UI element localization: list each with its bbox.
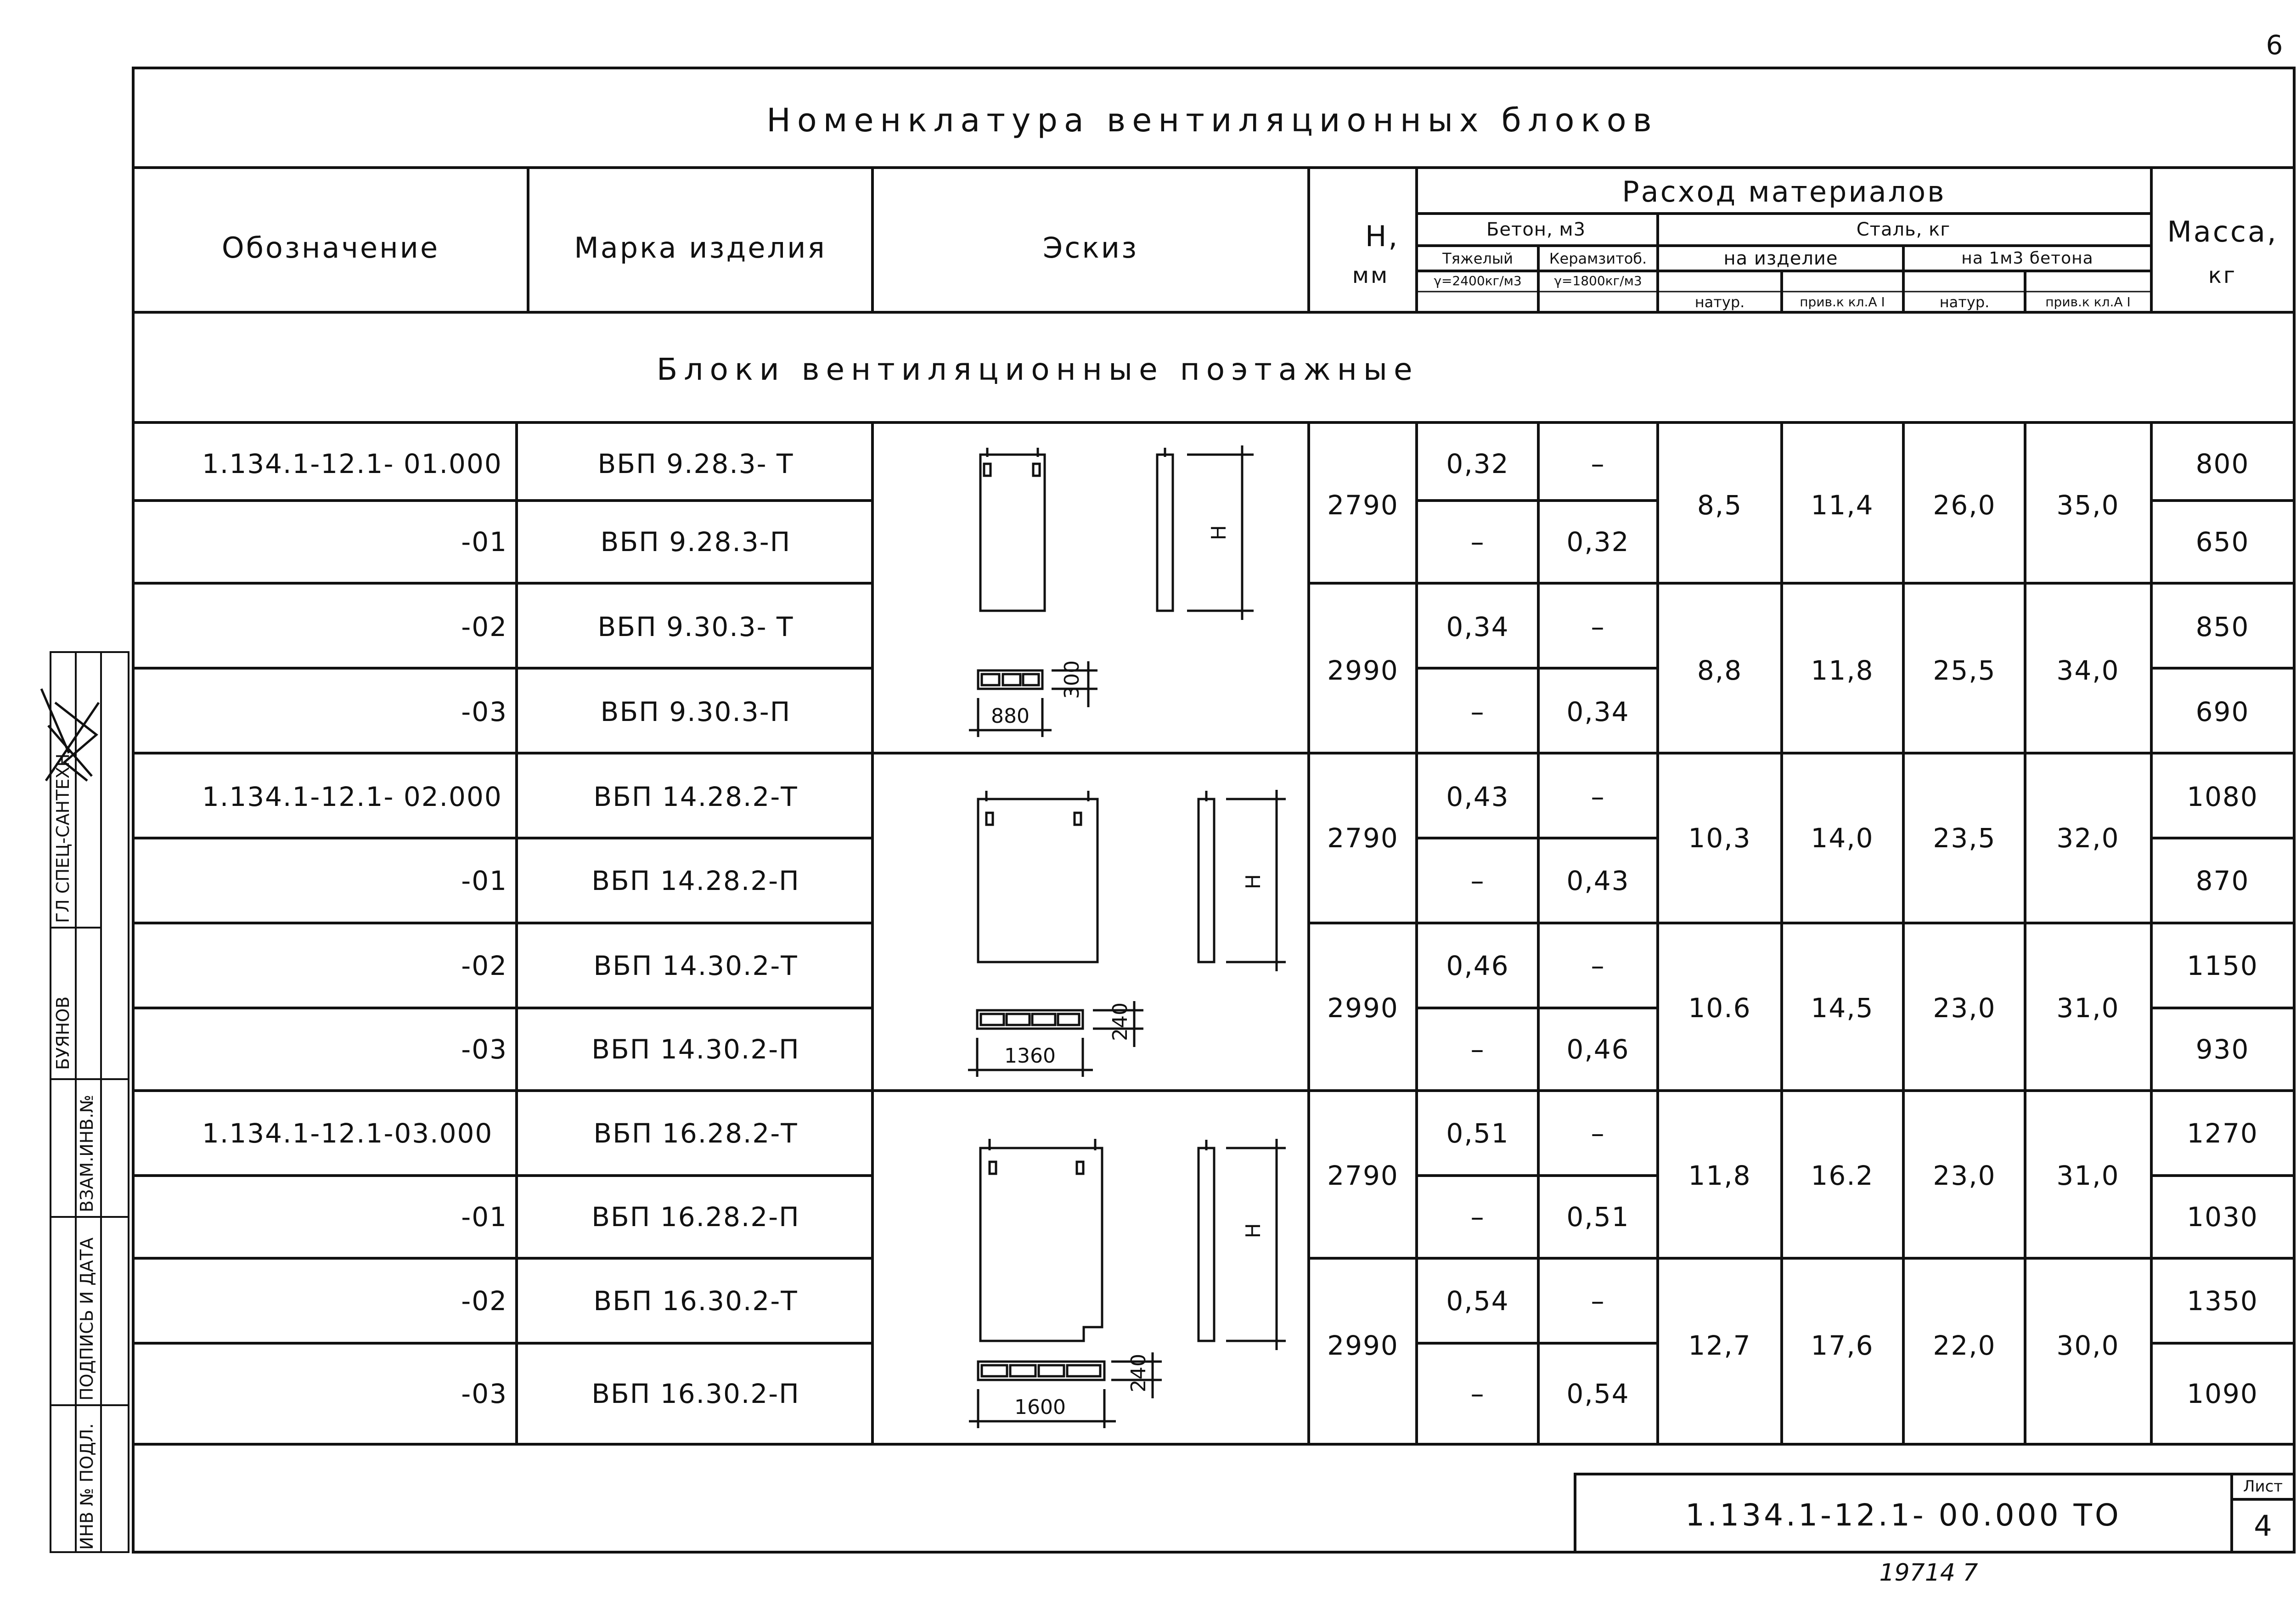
row-mass: 800 [2195, 448, 2250, 479]
header-h-unit: мм [1352, 263, 1390, 288]
row-claydite-concrete: – [1591, 611, 1605, 642]
pair-steel-natural: 8,5 [1697, 490, 1743, 521]
row-claydite-concrete: – [1591, 1285, 1605, 1317]
row-mark: ВБП 9.30.3- Т [597, 611, 794, 642]
header-consumption: Расход материалов [1622, 175, 1946, 208]
header-steel: Сталь, кг [1856, 219, 1951, 240]
pair-steel-natural: 10.6 [1688, 992, 1751, 1024]
pair-height: 2990 [1327, 992, 1399, 1024]
header-designation: Обозначение [221, 231, 440, 265]
row-claydite-concrete: 0,46 [1566, 1034, 1630, 1065]
pair-steel-reduced: 14,5 [1811, 992, 1874, 1024]
row-mark: ВБП 9.28.3-П [600, 526, 791, 557]
pair-m3-reduced: 31,0 [2056, 992, 2120, 1024]
sketch-3-width: 1600 [1014, 1396, 1066, 1419]
row-heavy-concrete: – [1470, 1378, 1485, 1409]
row-mark: ВБП 16.28.2-Т [593, 1118, 798, 1149]
doc-code: 1.134.1-12.1- 00.000 ТО [1685, 1497, 2122, 1533]
sketch-1-width: 880 [991, 704, 1030, 728]
row-designation: -03 [461, 696, 507, 727]
row-mass: 1150 [2187, 950, 2258, 981]
footer-note: 19714 7 [1879, 1559, 1978, 1587]
row-designation: -01 [461, 526, 507, 557]
header-reduced-2: прив.к кл.А I [2045, 294, 2131, 310]
row-mark: ВБП 14.30.2-Т [593, 950, 798, 981]
row-claydite-concrete: – [1591, 1118, 1605, 1149]
row-mass: 1270 [2187, 1118, 2258, 1149]
pair-height: 2790 [1327, 822, 1399, 854]
row-designation: 1.134.1-12.1- 01.000 [202, 448, 502, 479]
pair-steel-reduced: 17,6 [1811, 1330, 1874, 1361]
row-heavy-concrete: 0,46 [1446, 950, 1509, 981]
table-title: Номенклатура вентиляционных блоков [766, 101, 1658, 139]
pair-m3-natural: 23,5 [1933, 822, 1996, 854]
pair-m3-reduced: 35,0 [2056, 490, 2120, 521]
row-mass: 1030 [2187, 1201, 2258, 1233]
pair-m3-reduced: 32,0 [2056, 822, 2120, 854]
row-claydite-concrete: – [1591, 448, 1605, 479]
row-mark: ВБП 16.28.2-П [591, 1201, 800, 1233]
pair-steel-natural: 8,8 [1697, 655, 1743, 686]
section-title: Блоки вентиляционные поэтажные [657, 352, 1419, 387]
row-heavy-concrete: 0,32 [1446, 448, 1509, 479]
row-mark: ВБП 9.28.3- Т [597, 448, 794, 479]
sketch-1-thickness: 300 [1060, 660, 1084, 699]
pair-height: 2790 [1327, 490, 1399, 521]
pair-height: 2990 [1327, 1330, 1399, 1361]
header-natural-2: натур. [1939, 293, 1990, 311]
row-claydite-concrete: 0,54 [1566, 1378, 1630, 1409]
row-mark: ВБП 9.30.3-П [600, 696, 791, 727]
pair-height: 2990 [1327, 655, 1399, 686]
header-natural: натур. [1694, 293, 1745, 311]
row-heavy-concrete: – [1470, 696, 1485, 727]
row-claydite-concrete: 0,43 [1566, 865, 1630, 896]
row-designation: -03 [461, 1034, 507, 1065]
row-mass: 870 [2195, 865, 2250, 896]
pair-steel-reduced: 11,4 [1811, 490, 1874, 521]
sketch-2-width: 1360 [1004, 1044, 1056, 1068]
header-reduced: прив.к кл.А I [1800, 294, 1885, 310]
pair-m3-natural: 23,0 [1933, 992, 1996, 1024]
row-claydite-concrete: 0,34 [1566, 696, 1630, 727]
header-per-m3: на 1м3 бетона [1961, 249, 2093, 268]
pair-steel-natural: 10,3 [1688, 822, 1751, 854]
header-concrete: Бетон, м3 [1486, 219, 1586, 240]
pair-m3-natural: 25,5 [1933, 655, 1996, 686]
row-designation: 1.134.1-12.1-03.000 [202, 1118, 493, 1149]
row-mark: ВБП 16.30.2-Т [593, 1285, 798, 1317]
row-mark: ВБП 14.30.2-П [591, 1034, 800, 1065]
row-claydite-concrete: 0,51 [1566, 1201, 1630, 1233]
header-claydite: Керамзитоб. [1549, 250, 1647, 267]
stamp-sign-date: ПОДПИСЬ И ДАТА [77, 1237, 97, 1401]
row-designation: -01 [461, 1201, 507, 1233]
sheet-label: Лист [2243, 1477, 2283, 1496]
header-sketch: Эскиз [1042, 231, 1139, 265]
row-designation: -02 [461, 611, 507, 642]
row-mark: ВБП 16.30.2-П [591, 1378, 800, 1409]
pair-steel-reduced: 16.2 [1811, 1160, 1874, 1191]
pair-m3-reduced: 30,0 [2056, 1330, 2120, 1361]
sheet-number: 4 [2254, 1509, 2272, 1542]
row-claydite-concrete: – [1591, 950, 1605, 981]
row-heavy-concrete: – [1470, 526, 1485, 557]
pair-m3-natural: 26,0 [1933, 490, 1996, 521]
row-mass: 1350 [2187, 1285, 2258, 1317]
header-claydite-density: γ=1800кг/м3 [1554, 273, 1642, 288]
row-designation: -01 [461, 865, 507, 896]
row-heavy-concrete: 0,34 [1446, 611, 1509, 642]
pair-m3-natural: 23,0 [1933, 1160, 1996, 1191]
row-designation: -02 [461, 950, 507, 981]
row-designation: -02 [461, 1285, 507, 1317]
header-mark: Марка изделия [574, 231, 827, 265]
pair-steel-natural: 12,7 [1688, 1330, 1751, 1361]
row-designation: -03 [461, 1378, 507, 1409]
row-mark: ВБП 14.28.2-П [591, 865, 800, 896]
header-mass: Масса, [2167, 215, 2278, 248]
pair-m3-reduced: 31,0 [2056, 1160, 2120, 1191]
stamp-author-name: БУЯНОВ [53, 996, 73, 1070]
row-mass: 1090 [2187, 1378, 2258, 1409]
row-heavy-concrete: – [1470, 1201, 1485, 1233]
row-mass: 650 [2195, 526, 2250, 557]
row-heavy-concrete: 0,51 [1446, 1118, 1509, 1149]
row-heavy-concrete: 0,43 [1446, 781, 1509, 812]
pair-height: 2790 [1327, 1160, 1399, 1191]
pair-m3-natural: 22,0 [1933, 1330, 1996, 1361]
header-heavy: Тяжелый [1442, 250, 1513, 267]
row-mass: 1080 [2187, 781, 2258, 812]
row-heavy-concrete: – [1470, 1034, 1485, 1065]
stamp-orig-inv: ИНВ № ПОДЛ. [77, 1423, 97, 1550]
pair-steel-reduced: 14,0 [1811, 822, 1874, 854]
pair-m3-reduced: 34,0 [2056, 655, 2120, 686]
row-claydite-concrete: 0,32 [1566, 526, 1630, 557]
row-designation: 1.134.1-12.1- 02.000 [202, 781, 502, 812]
sketch-3-height: Н [1242, 1223, 1265, 1238]
sketch-2-height: Н [1242, 874, 1265, 889]
sketch-1-height: Н [1207, 525, 1231, 540]
row-mass: 690 [2195, 696, 2250, 727]
header-h: Н, [1365, 220, 1400, 253]
page-number: 6 [2266, 29, 2283, 61]
row-heavy-concrete: 0,54 [1446, 1285, 1509, 1317]
sketch-2-thickness: 240 [1109, 1002, 1132, 1041]
pair-steel-natural: 11,8 [1688, 1160, 1751, 1191]
header-heavy-density: γ=2400кг/м3 [1434, 273, 1522, 288]
row-mark: ВБП 14.28.2-Т [593, 781, 798, 812]
header-per-item: на изделие [1723, 248, 1838, 269]
row-claydite-concrete: – [1591, 781, 1605, 812]
row-mass: 930 [2195, 1034, 2250, 1065]
row-mass: 850 [2195, 611, 2250, 642]
header-mass-unit: кг [2208, 263, 2237, 288]
row-heavy-concrete: – [1470, 865, 1485, 896]
sketch-block-1 [969, 445, 1254, 737]
sketch-3-thickness: 240 [1127, 1354, 1150, 1392]
stamp-author-dept: ГЛ СПЕЦ-САНТЕХН [53, 753, 73, 923]
pair-steel-reduced: 11,8 [1811, 655, 1874, 686]
stamp-replace-inv: ВЗАМ.ИНВ.№ [77, 1095, 97, 1212]
